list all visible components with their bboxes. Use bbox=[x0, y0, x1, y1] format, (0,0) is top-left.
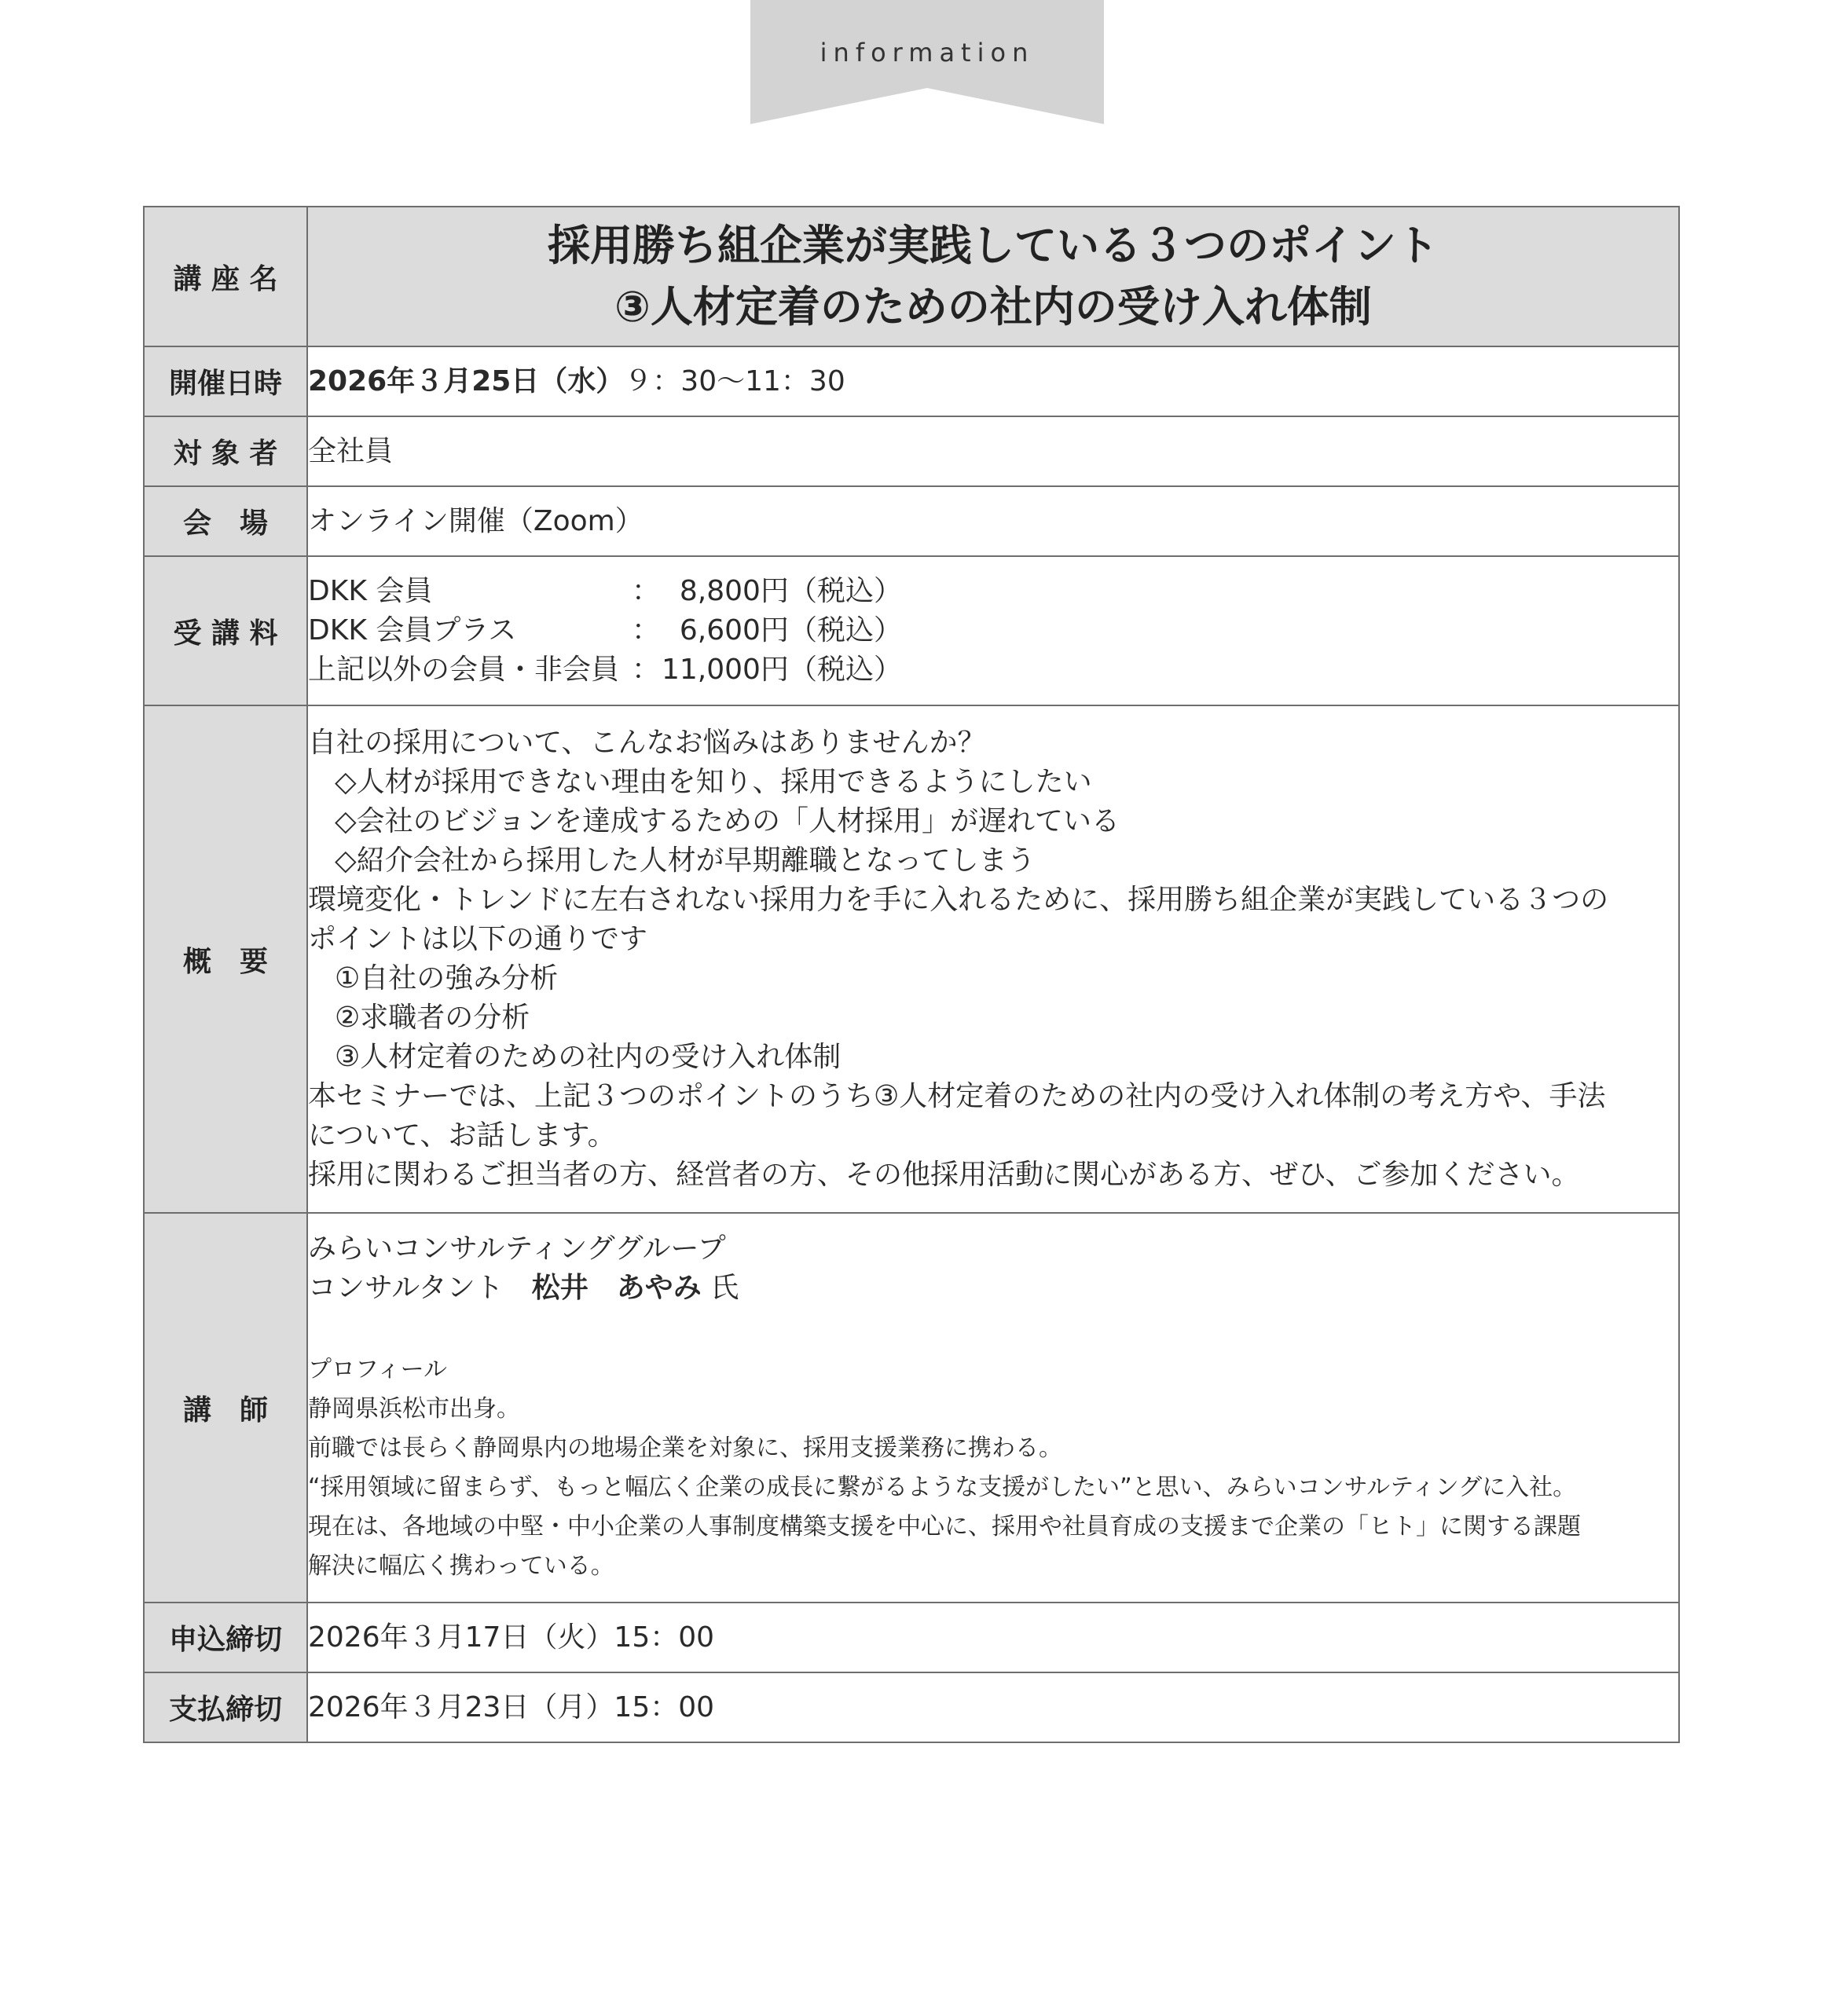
profile-heading: プロフィール bbox=[308, 1356, 447, 1383]
row-apply-deadline bbox=[144, 1603, 1679, 1672]
lecturer-org: みらいコンサルティンググループ bbox=[308, 1233, 726, 1265]
summary-line: 環境変化・トレンドに左右されない採用力を手に入れるために、採用勝ち組企業が実践している３つの bbox=[308, 884, 1609, 916]
fee-item: DKK 会員 ： 8,800円（税込） bbox=[308, 575, 902, 607]
fee-item: DKK 会員プラス ： 6,600円（税込） bbox=[308, 614, 902, 647]
apply-deadline-value: 2026年３月17日（火）15：00 bbox=[307, 1603, 1679, 1672]
label-lecturer: 講 師 bbox=[144, 1213, 307, 1603]
course-title-line-2: ③人材定着のための社内の受け入れ体制 bbox=[614, 282, 1372, 332]
summary-line: ◇紹介会社から採用した人材が早期離職となってしまう bbox=[335, 844, 1036, 877]
row-summary bbox=[144, 705, 1679, 1213]
lecturer-name-line bbox=[308, 1269, 1678, 1308]
event-time: ９：30～11：30 bbox=[624, 364, 845, 397]
event-date: 2026年３月25日（水） bbox=[308, 364, 625, 397]
label-course-name: 講 座 名 bbox=[144, 207, 307, 346]
label-summary: 概 要 bbox=[144, 705, 307, 1213]
summary-line: ◇人材が採用できない理由を知り、採用できるようにしたい bbox=[335, 766, 1092, 798]
course-title bbox=[307, 207, 1679, 346]
fee-item: 上記以外の会員・非会員 ： 11,000円（税込） bbox=[308, 654, 902, 686]
label-fee: 受 講 料 bbox=[144, 556, 307, 705]
audience-value: 全社員 bbox=[307, 416, 1679, 486]
row-lecturer bbox=[144, 1213, 1679, 1603]
summary-line: ②求職者の分析 bbox=[335, 1002, 530, 1034]
summary-text bbox=[307, 705, 1679, 1213]
row-fee bbox=[144, 556, 1679, 705]
information-tab-label: information bbox=[820, 38, 1035, 68]
row-datetime bbox=[144, 346, 1679, 416]
fee-list bbox=[307, 556, 1679, 705]
summary-line: について、お話します。 bbox=[308, 1119, 616, 1152]
seminar-info-table bbox=[143, 206, 1680, 1743]
profile-line: 現在は、各地域の中堅・中小企業の人事制度構築支援を中心に、採用や社員育成の支援まで企業の「ヒト」に関する課題 bbox=[308, 1513, 1581, 1540]
lecturer-title: コンサルタント bbox=[308, 1272, 504, 1304]
summary-line: 自社の採用について、こんなお悩みはありませんか？ bbox=[308, 727, 986, 759]
summary-line: 本セミナーでは、上記３つのポイントのうち③人材定着のための社内の受け入れ体制の考え方や、手法 bbox=[308, 1080, 1606, 1112]
profile-line: 静岡県浜松市出身。 bbox=[308, 1395, 520, 1423]
summary-line: ◇会社のビジョンを達成するための「人材採用」が遅れている bbox=[335, 805, 1120, 837]
row-audience bbox=[144, 416, 1679, 486]
label-payment-deadline: 支払締切 bbox=[144, 1672, 307, 1742]
datetime-value bbox=[307, 346, 1679, 416]
course-title-line-1: 採用勝ち組企業が実践している３つのポイント bbox=[548, 221, 1439, 270]
lecturer-info bbox=[307, 1213, 1679, 1603]
label-datetime: 開催日時 bbox=[144, 346, 307, 416]
row-venue bbox=[144, 486, 1679, 556]
profile-line: “採用領域に留まらず、もっと幅広く企業の成長に繋がるような支援がしたい”と思い、みらいコンサルティングに入社。 bbox=[308, 1474, 1577, 1501]
lecturer-name: 松井 あやみ bbox=[531, 1272, 702, 1304]
payment-deadline-value: 2026年３月23日（月）15：00 bbox=[307, 1672, 1679, 1742]
row-course-name bbox=[144, 207, 1679, 346]
venue-value: オンライン開催（Zoom） bbox=[307, 486, 1679, 556]
summary-line: 採用に関わるご担当者の方、経営者の方、その他採用活動に関心がある方、ぜひ、ご参加ください。 bbox=[308, 1159, 1580, 1191]
label-audience: 対 象 者 bbox=[144, 416, 307, 486]
summary-line: ①自社の強み分析 bbox=[335, 962, 559, 995]
profile-line: 解決に幅広く携わっている。 bbox=[308, 1552, 614, 1580]
label-apply-deadline: 申込締切 bbox=[144, 1603, 307, 1672]
row-payment-deadline bbox=[144, 1672, 1679, 1742]
lecturer-honorific: 氏 bbox=[710, 1272, 739, 1304]
profile-line: 前職では長らく静岡県内の地場企業を対象に、採用支援業務に携わる。 bbox=[308, 1434, 1062, 1462]
information-tab bbox=[750, 0, 1104, 124]
summary-line: ポイントは以下の通りです bbox=[308, 923, 648, 955]
label-venue: 会 場 bbox=[144, 486, 307, 556]
summary-line: ③人材定着のための社内の受け入れ体制 bbox=[335, 1041, 842, 1073]
